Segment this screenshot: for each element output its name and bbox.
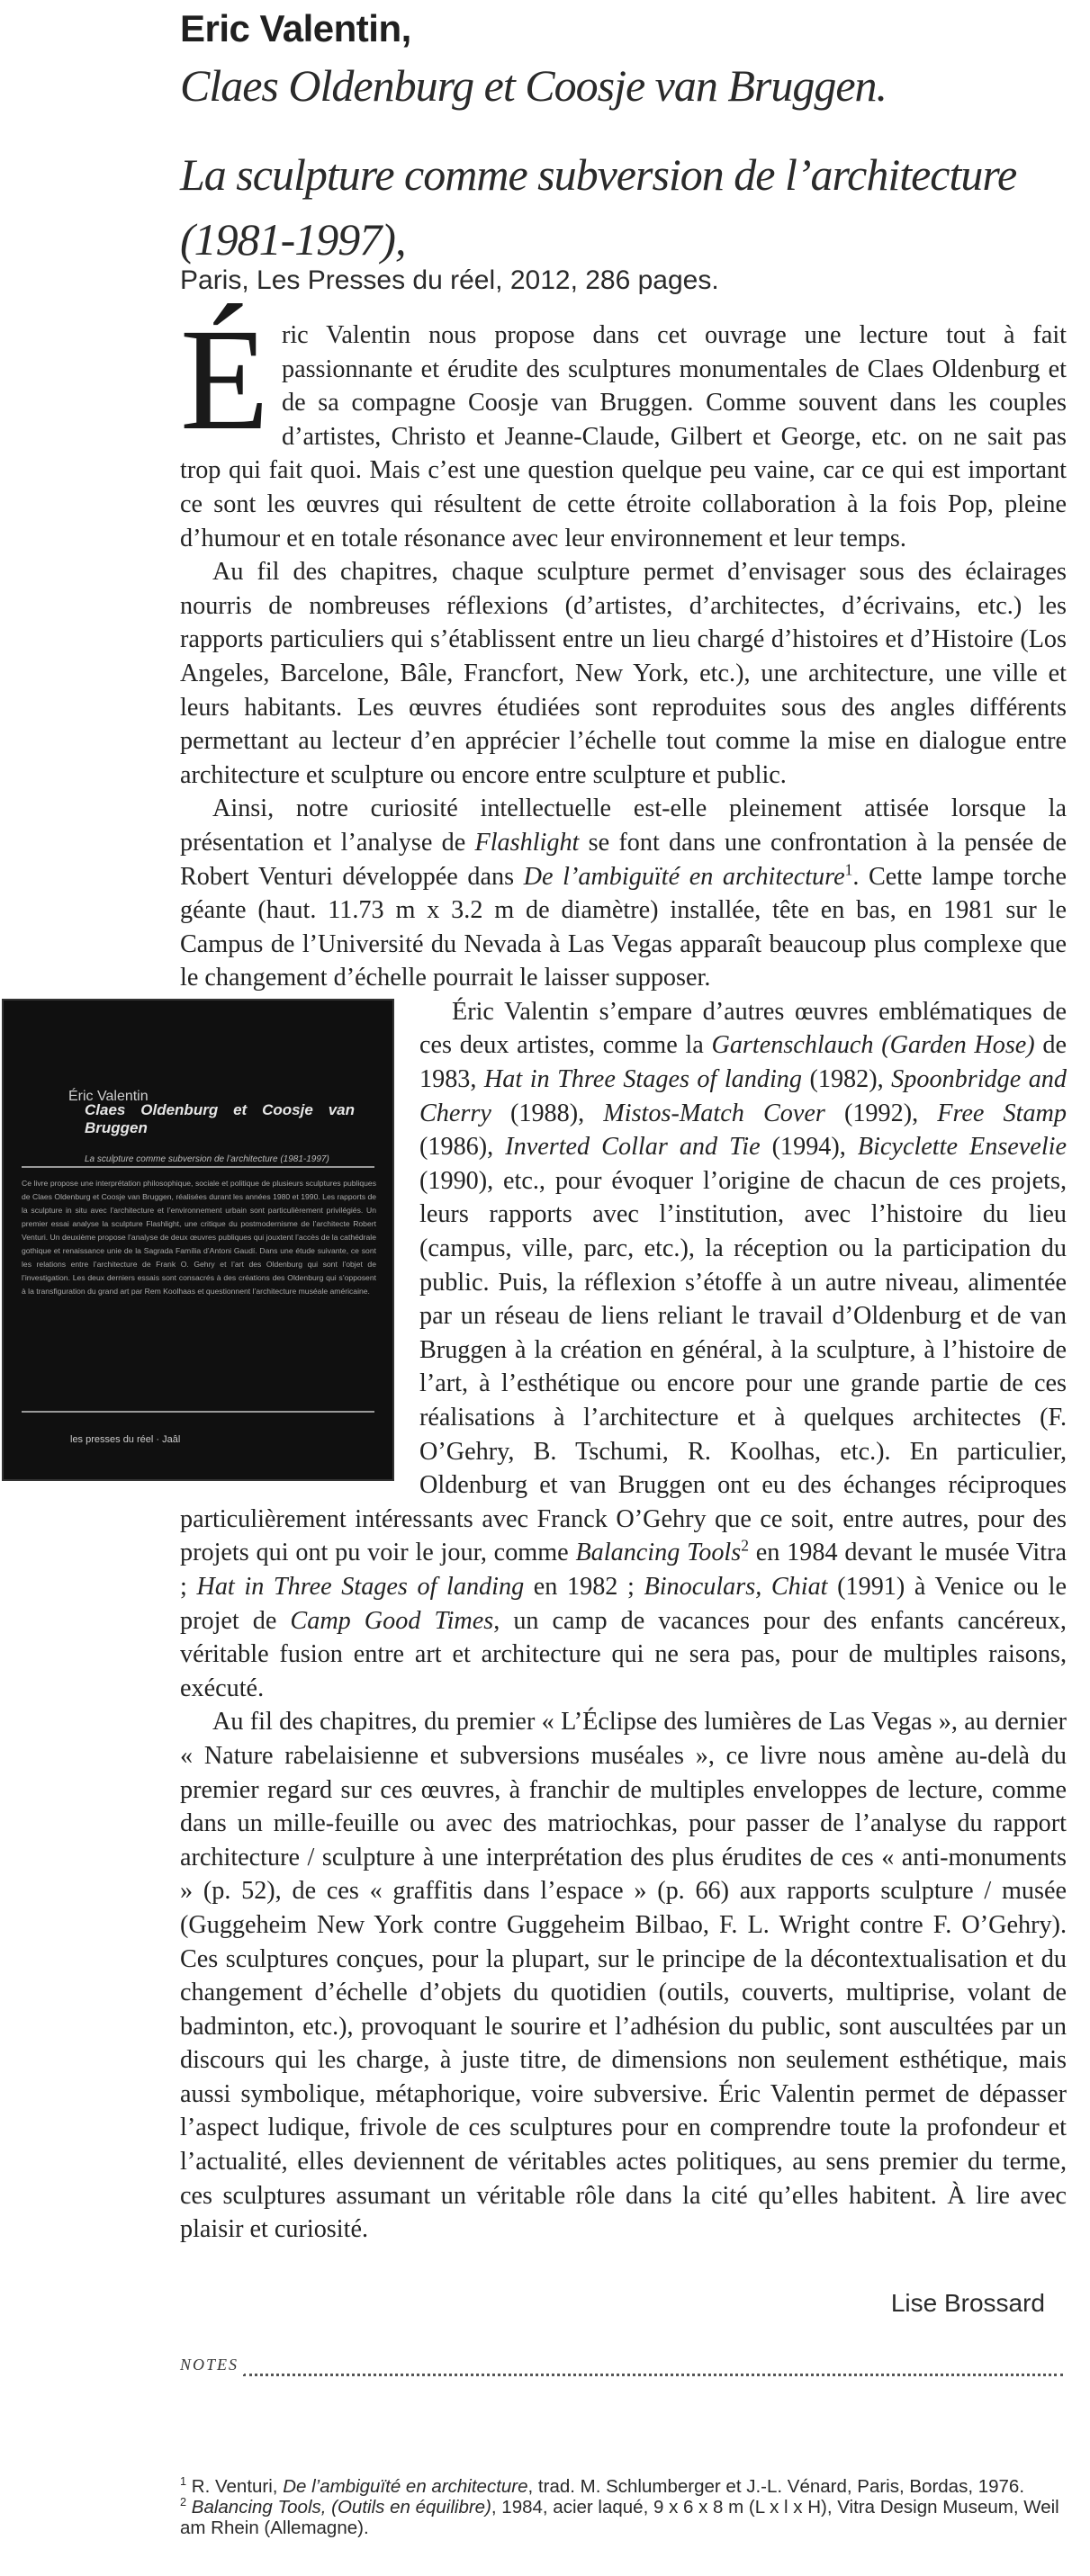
cover-subtitle: La sculpture comme subversion de l’architecture (1981-1997) [85, 1153, 329, 1164]
dotted-rule [243, 2374, 1063, 2376]
cover-author: Éric Valentin [68, 1088, 149, 1104]
paragraph-3: Ainsi, notre curiosité intellectuelle est-elle pleinement attisée lorsque la présentation et l’analyse de Flashlight se font dans une confrontation à la pensée de Robert Venturi développée dans De l’ambiguïté en architecture$^1$. Cette lampe torche géante (haut. 11.73 m x 3.2 m de diamètre) installée, tête en bas, en 1981 sur le Campus de l’Université du Nevada à Las Vegas apparaît beaucoup plus complexe que le changement d’échelle pourrait le laisser supposer. [180, 794, 1067, 992]
cover-blurb: Ce livre propose une interprétation philosophique, sociale et politique de plusieurs sculptures publiques de Claes Oldenburg et Coosje van Bruggen, réalisées durant les années 1980 et 1990. Les rapports de la sculpture in situ avec l’architecture et l’environnement urbain sont particulièrement privilégiés. Un premier essai analyse la sculpture Flashlight, une critique du postmodernisme de l’architecte Robert Venturi. Un deuxième propose l’analyse de deux œuvres publiques qui jouxtent l’accès de la cathédrale gothique et renaissance unie de la Sagrada Família d’Antoni Gaudí. Dans une étude suivante, ce sont les relations entre l’architecture de Frank O. Gehry et l’art des Oldenburg qui sont l’objet de l’investigation. Les deux derniers essais sont consacrés à des créations des Oldenburg qui s’opposent à la transfiguration du grand art par Rem Koolhaas et questionnent l’architecture muséale américaine. [22, 1178, 376, 1296]
notes-label: NOTES [180, 2356, 244, 2374]
book-title: Claes Oldenburg et Coosje van Bruggen. [180, 60, 887, 111]
book-subtitle-years: (1981-1997), [180, 214, 406, 265]
paragraph-2: Au fil des chapitres, chaque sculpture permet d’envisager sous des éclairages nourris de nombreuses réflexions (d’artistes, d’architectes, d’écrivains, etc.) les rapports particuliers qui s’établissent entre un lieu chargé d’histoires et d’Histoire (Los Angeles, Barcelone, Bâle, Francfort, New York, etc.), une architecture, une ville et leurs habitants. Les œuvres étudiées sont reproduites sous des angles différents permettant au lecteur d’en apprécier l’échelle tout comme la mise en dialogue entre architecture et sculpture ou encore entre sculpture et public. [180, 558, 1067, 789]
review-body [22, 300, 1067, 2247]
cover-publisher: les presses du réel · Jaâl [70, 1433, 181, 1445]
cover-rule [22, 1411, 374, 1413]
book-subtitle [180, 142, 1063, 272]
book-subtitle-line: La sculpture comme subversion de l’architecture [180, 149, 1017, 200]
cover-title: Claes Oldenburg et Coosje van Bruggen [85, 1100, 355, 1136]
paragraph-5: Au fil des chapitres, du premier « L’Éclipse des lumières de Las Vegas », au dernier « Nature rabelaisienne et subversions muséales », ce livre nous amène au-delà du premier regard sur ces œuvres, à franchir de multiples enveloppes de lecture, comme dans un mille-feuille ou avec des matriochkas, pour passer de l’analyse du rapport architecture / sculpture à une interprétation des plus érudites de ces « anti-monuments » (p. 52), de ces « graffitis dans l’espace » (p. 66) aux rapports sculpture / musée (Guggeheim New York contre Guggeheim Bilbao, F. L. Wright contre F. O’Gehry). Ces sculptures conçues, pour la plupart, sur le principe de la décontextualisation et du changement d’échelle d’objets du quotidien (outils, couverts, multiprise, volant de badminton, etc.), provoquant le sourire et l’adhésion du public, sont auscultées par un discours qui les charge, à juste titre, de dimensions non seulement esthétique, mais aussi symbolique, métaphorique, voire subversive. Éric Valentin permet de dépasser l’aspect ludique, frivole de ces sculptures pour en comprendre toute la profondeur et l’actualité, elles deviennent de véritables actes politiques, au sens premier du terme, ces sculptures assumant un véritable rôle dans la cité qu’elles habitent. À lire avec plaisir et curiosité. [180, 1708, 1067, 2244]
drop-cap: É [180, 300, 269, 461]
footnotes [180, 2476, 1071, 2538]
reviewer-signature: Lise Brossard [890, 2289, 1045, 2317]
cover-rule [22, 1166, 374, 1168]
notes-separator [180, 2356, 1063, 2386]
paragraph-1: Éric Valentin nous propose dans cet ouvrage une lecture tout à fait passionnante et érudite des sculptures monumentales de Claes Oldenburg et de sa compagne Coosje van Bruggen. Comme souvent dans les couples d’artistes, Christo et Jeanne-Claude, Gilbert et George, etc. on ne sait pas trop qui fait quoi. Mais c’est une question quelque peu vaine, car ce qui est important ce sont les œuvres qui résultent de cette étroite collaboration à la fois Pop, pleine d’humour et en totale résonance avec leur environnement et leur temps. [180, 300, 1067, 552]
book-cover-image [2, 999, 394, 1481]
publication-info: Paris, Les Presses du réel, 2012, 286 pages. [180, 265, 719, 295]
footnote-1: $^1$ R. Venturi, De l’ambiguïté en architecture, trad. M. Schlumberger et J.-L. Vénard, Paris, Bordas, 1976. [180, 2474, 1025, 2497]
paragraph-4: Éric Valentin s’empare d’autres œuvres emblématiques de ces deux artistes, comme la Gartenschlauch (Garden Hose) de 1983, Hat in Three Stages of landing (1982), Spoonbridge and Cherry (1988), Mistos-Match Cover (1992), Free Stamp (1986), Inverted Collar and Tie (1994), Bicyclette Ensevelie (1990), etc., pour évoquer l’origine de chacun de ces projets, leurs rapports avec l’institution, avec l’histoire du lieu (campus, ville, parc, etc.), la réception ou la participation du public. Puis, la réflexion s’étoffe à un autre niveau, alimentée par un réseau de liens reliant le travail d’Oldenburg et de van Bruggen à la création en général, à la sculpture, à l’histoire de l’art, à l’esthétique ou encore pour une grande partie de ces réalisations à l’architecture et à quelques architectes (F. O’Gehry, B. Tschumi, R. Koolhas, etc.). En particulier, Oldenburg et van Bruggen ont eu des échanges réciproques particulièrement intéressants avec Franck O’Gehry que ce soit, entre autres, pour des projets qui ont pu voir le jour, comme Balancing Tools$^2$ en 1984 devant le musée Vitra ; Hat in Three Stages of landing en 1982 ; Binoculars, Chiat (1991) à Venice ou le projet de Camp Good Times, un camp de vacances pour des enfants cancéreux, véritable fusion entre art et architecture qui ne sera pas, pour de multiples raisons, exécuté. [180, 997, 1067, 1702]
book-author: Eric Valentin, [180, 7, 411, 49]
footnote-2: $^2$ Balancing Tools, (Outils en équilibre), 1984, acier laqué, 9 x 6 x 8 m (L x l x H), Vitra Design Museum, Weil am Rhein (Allemagne). [180, 2495, 1059, 2538]
